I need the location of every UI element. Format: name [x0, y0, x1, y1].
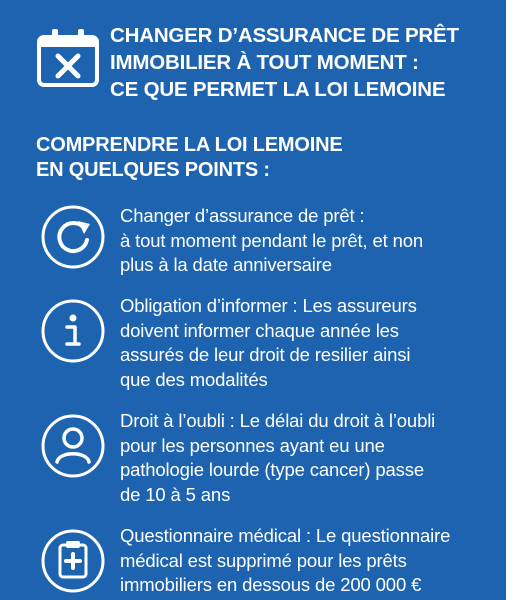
item-text: [120, 409, 500, 507]
item-text: [120, 294, 500, 392]
info-icon: [40, 298, 106, 364]
section-title-line: EN QUELQUES POINTS :: [36, 159, 270, 181]
item-line: immobiliers en dessous de 200 000 €: [120, 574, 422, 595]
title-line: CHANGER D’ASSURANCE DE PRÊT: [110, 24, 459, 47]
section-title-line: COMPRENDRE LA LOI LEMOINE: [36, 134, 343, 156]
item-line: que des modalités: [120, 368, 268, 390]
section-title: [36, 133, 476, 183]
item-line: pathologie lourde (type cancer) passe: [120, 459, 425, 480]
item-line: Obligation d’informer : Les assureurs: [120, 295, 417, 316]
item-line: Changer d’assurance de prêt :: [120, 205, 365, 226]
item-line: à tout moment pendant le prêt, et non: [120, 229, 423, 251]
refresh-icon: [40, 204, 106, 270]
item-line: pour les personnes ayant eu une: [120, 434, 385, 456]
item-line: de 10 à 5 ans: [120, 483, 231, 505]
item-text: [120, 524, 500, 598]
title-line: IMMOBILIER À TOUT MOMENT :: [110, 51, 419, 74]
page-title: [110, 22, 500, 103]
item-line: doivent informer chaque année les: [120, 319, 399, 341]
item-line: médical est supprimé pour les prêts: [120, 549, 407, 571]
item-line: assurés de leur droit de resilier ainsi: [120, 344, 411, 365]
item-line: Questionnaire médical : Le questionnaire: [120, 525, 451, 546]
user-icon: [40, 413, 106, 479]
title-line: CE QUE PERMET LA LOI LEMOINE: [110, 78, 446, 101]
item-text: [120, 204, 500, 278]
item-line: Droit à l’oubli : Le délai du droit à l’oubli: [120, 410, 436, 431]
calendar-x-icon: [36, 28, 100, 88]
item-line: plus à la date anniversaire: [120, 254, 332, 275]
medical-clipboard-icon: [40, 528, 106, 594]
header: [36, 22, 506, 112]
